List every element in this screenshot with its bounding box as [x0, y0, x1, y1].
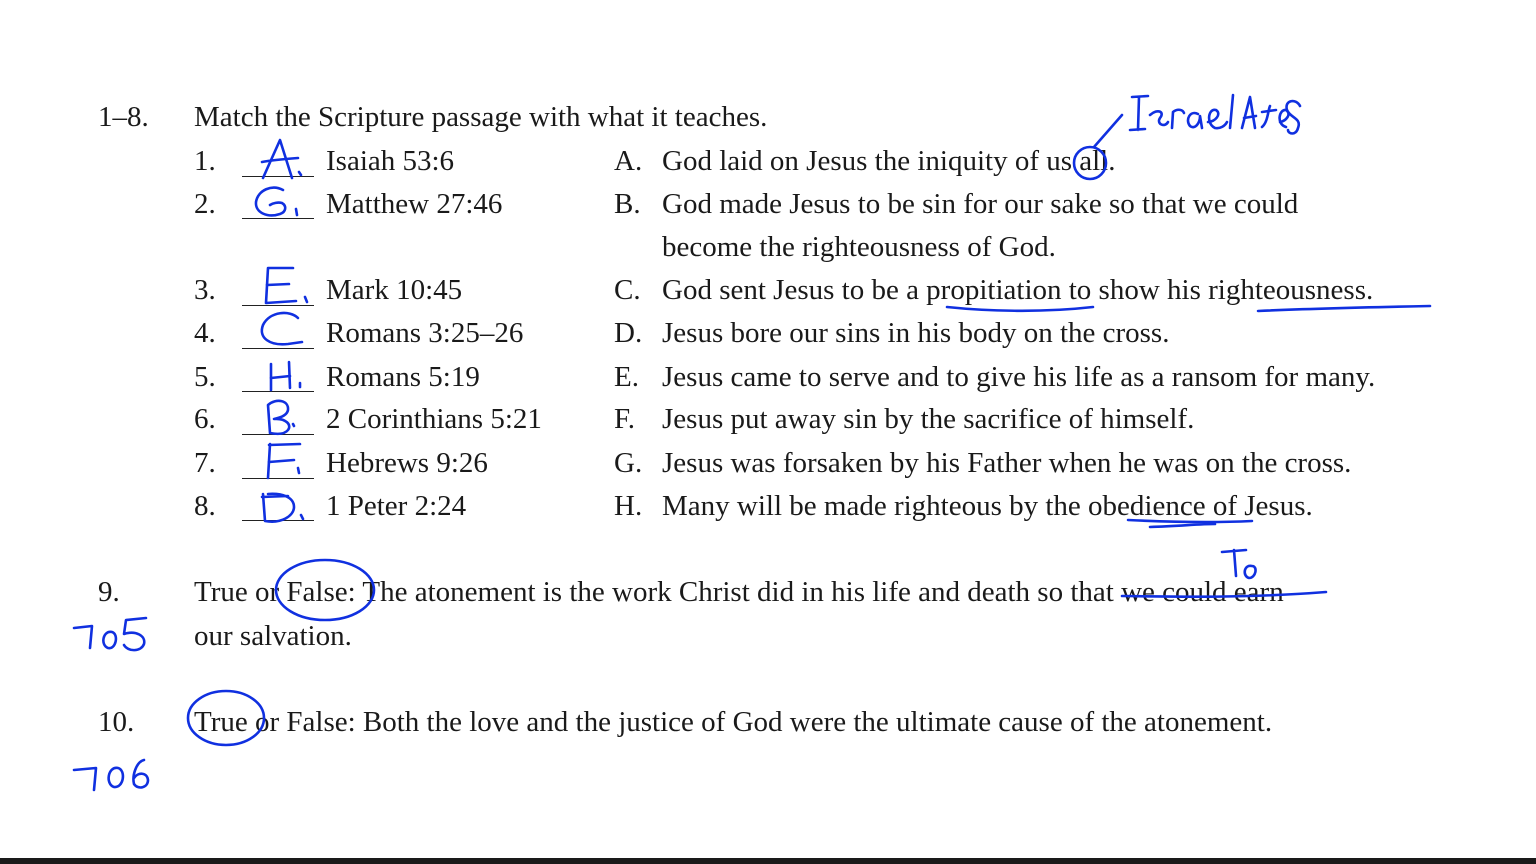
- handwritten-answer-3: [266, 268, 307, 303]
- handwritten-answer-8: [262, 494, 303, 522]
- passage-number-8: 8.: [194, 490, 216, 522]
- passage-ref-1: Isaiah 53:6: [326, 145, 455, 177]
- teaching-text-b-line2: become the righteousness of God.: [662, 231, 1056, 263]
- teaching-letter-f: F.: [614, 403, 636, 435]
- teaching-letter-g: G.: [614, 447, 643, 479]
- bottom-border: [0, 858, 1536, 864]
- teaching-letter-d: D.: [614, 317, 643, 349]
- passage-number-6: 6.: [194, 403, 216, 435]
- teaching-text-d: Jesus bore our sins in his body on the cross.: [662, 317, 1170, 349]
- teaching-letter-h: H.: [614, 490, 643, 522]
- teaching-letter-b: B.: [614, 188, 641, 220]
- handwritten-answer-6: [268, 401, 294, 434]
- passage-number-2: 2.: [194, 188, 216, 220]
- underline-propitiation: [947, 307, 1093, 311]
- handwritten-answer-7: [268, 444, 300, 478]
- passage-ref-8: 1 Peter 2:24: [326, 490, 467, 522]
- teaching-text-g: Jesus was forsaken by his Father when he was on the cross.: [662, 447, 1352, 479]
- answer-blank-6: [242, 434, 314, 435]
- passage-ref-2: Matthew 27:46: [326, 188, 503, 220]
- matching-instruction: Match the Scripture passage with what it teaches.: [194, 101, 768, 133]
- passage-number-1: 1.: [194, 145, 216, 177]
- margin-note-705: [74, 618, 146, 650]
- answer-blank-2: [242, 218, 314, 219]
- teaching-letter-c: C.: [614, 274, 641, 306]
- teaching-letter-e: E.: [614, 361, 639, 393]
- passage-ref-5: Romans 5:19: [326, 361, 480, 393]
- underline-obedience-2: [1150, 524, 1215, 527]
- margin-note-706: [74, 760, 148, 790]
- question-9-line2: our salvation.: [194, 620, 352, 652]
- answer-blank-8: [242, 520, 314, 521]
- question-range-number: 1–8.: [98, 101, 149, 133]
- answer-blank-7: [242, 478, 314, 479]
- answer-blank-5: [242, 391, 314, 392]
- teaching-letter-a: A.: [614, 145, 643, 177]
- teaching-text-c: God sent Jesus to be a propitiation to show his righteousness.: [662, 274, 1374, 306]
- passage-number-3: 3.: [194, 274, 216, 306]
- teaching-text-a: God laid on Jesus the iniquity of us all.: [662, 145, 1116, 177]
- passage-ref-4: Romans 3:25–26: [326, 317, 524, 349]
- teaching-text-b: God made Jesus to be sin for our sake so that we could: [662, 188, 1299, 220]
- passage-ref-3: Mark 10:45: [326, 274, 463, 306]
- handwritten-answer-1: [262, 140, 301, 178]
- question-9-number: 9.: [98, 576, 120, 608]
- question-10-number: 10.: [98, 706, 135, 738]
- question-9-line1: True or False: The atonement is the work Christ did in his life and death so that we could earn: [194, 576, 1284, 608]
- passage-number-4: 4.: [194, 317, 216, 349]
- teaching-text-h: Many will be made righteous by the obedience of Jesus.: [662, 490, 1313, 522]
- passage-ref-7: Hebrews 9:26: [326, 447, 488, 479]
- passage-number-5: 5.: [194, 361, 216, 393]
- teaching-text-e: Jesus came to serve and to give his life as a ransom for many.: [662, 361, 1376, 393]
- handwritten-answer-5: [271, 362, 300, 390]
- answer-blank-1: [242, 176, 314, 177]
- answer-blank-4: [242, 348, 314, 349]
- passage-number-7: 7.: [194, 447, 216, 479]
- passage-ref-6: 2 Corinthians 5:21: [326, 403, 542, 435]
- question-10-line1: True or False: Both the love and the justice of God were the ultimate cause of the atonement.: [194, 706, 1273, 738]
- handwritten-answer-2: [256, 188, 297, 216]
- handwritten-answer-4: [262, 313, 302, 344]
- answer-blank-3: [242, 305, 314, 306]
- teaching-text-f: Jesus put away sin by the sacrifice of himself.: [662, 403, 1195, 435]
- inserted-word-to: [1222, 550, 1256, 578]
